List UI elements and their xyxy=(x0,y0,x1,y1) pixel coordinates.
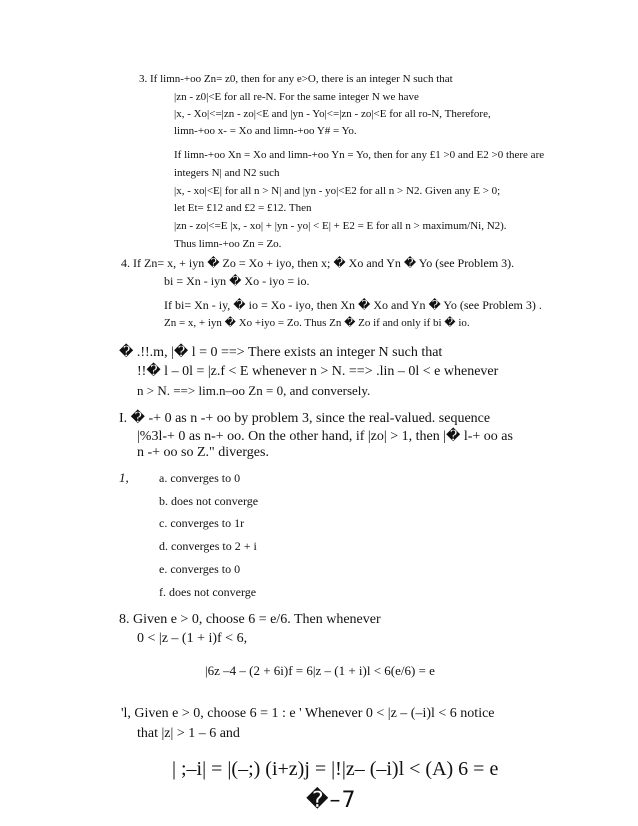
problem-8-line-2: 0 < |z – (1 + i)f < 6, xyxy=(137,631,248,646)
problem-9-line-3: | ;–i| = |(–;) (i+z)j = |!|z– (–i)l < (A) 6 = e xyxy=(172,758,499,780)
problem-8-line-3: |6z –4 – (2 + 6i)f = 6|z – (1 + i)l < 6(e/6) = e xyxy=(205,663,435,678)
problem-7-item-a: a. converges to 0 xyxy=(159,471,241,485)
problem-3-line-6: integers N| and N2 such xyxy=(174,167,280,179)
problem-7-item-e: e. converges to 0 xyxy=(159,562,241,576)
problem-7-item-b: b. does not converge xyxy=(159,494,259,508)
problem-3-line-1: 3. If limn-+oo Zn= z0, then for any e>O, there is an integer N such that xyxy=(139,73,453,85)
problem-7-item-f: f. does not converge xyxy=(159,585,257,599)
problem-4-line-3: If bi= Xn - iy, � io = Xo - iyo, then Xn � Xo and Yn � Yo (see Problem 3) . xyxy=(164,298,542,312)
problem-5-line-3: n > N. ==> lim.n–oo Zn = 0, and conversely. xyxy=(137,383,371,398)
problem-3-line-2: |zn - z0|<E for all re-N. For the same integer N we have xyxy=(174,91,419,103)
problem-7-item-d: d. converges to 2 + i xyxy=(159,539,257,553)
problem-3-line-7: |x, - xo|<E| for all n > N| and |yn - yo|<E2 for all n > N2. Given any E > 0; xyxy=(174,185,501,197)
problem-3-line-3: |x, - Xo|<=|zn - zo|<E and |yn - Yo|<=|zn - zo|<E for all ro-N, Therefore, xyxy=(174,108,491,120)
problem-8-line-1: 8. Given e > 0, choose 6 = e/6. Then whenever xyxy=(119,612,381,627)
problem-9-line-1: 'l, Given e > 0, choose 6 = 1 : e ' Whenever 0 < |z – (–i)l < 6 notice xyxy=(121,706,495,721)
problem-3-line-10: Thus limn-+oo Zn = Zo. xyxy=(174,238,282,250)
problem-4-line-4: Zn = x, + iyn � Xo +iyo = Zo. Thus Zn � Zo if and only if bi � io. xyxy=(164,317,470,329)
problem-6-line-3: n -+ oo so Z." diverges. xyxy=(137,445,269,460)
problem-7-number: 1, xyxy=(119,470,129,485)
problem-7-item-c: c. converges to 1r xyxy=(159,516,245,530)
problem-6-line-1: I. � -+ 0 as n -+ oo by problem 3, since the real-valued. sequence xyxy=(119,411,491,426)
problem-4-line-2: bi = Xn - iyn � Xo - iyo = io. xyxy=(164,274,310,288)
problem-5-line-2: !!� l – 0l = |z.f < E whenever n > N. ==> .lin – 0l < e whenever xyxy=(137,364,499,379)
problem-9-line-2: that |z| > 1 – 6 and xyxy=(137,726,240,741)
problem-3-line-5: If limn-+oo Xn = Xo and limn-+oo Yn = Yo, then for any £1 >0 and E2 >0 there are xyxy=(174,149,545,161)
problem-5-line-1: � .!!.m, |� l = 0 ==> There exists an integer N such that xyxy=(119,345,443,360)
problem-3-line-4: limn-+oo x- = Xo and limn-+oo Y# = Yo. xyxy=(174,125,357,137)
problem-6-line-2: |%3l-+ 0 as n-+ oo. On the other hand, if |zo| > 1, then |� l-+ oo as xyxy=(137,429,513,444)
problem-3-line-9: |zn - zo|<=E |x, - xo| + |yn - yo| < E| + E2 = E for all n > maximum/Ni, N2). xyxy=(174,220,507,232)
page-number: �–7 xyxy=(306,788,357,813)
problem-3-line-8: let Et= £12 and £2 = £12. Then xyxy=(174,202,312,214)
problem-4-line-1: 4. If Zn= x, + iyn � Zo = Xo + iyo, then x; � Xo and Yn � Yo (see Problem 3). xyxy=(121,256,515,270)
